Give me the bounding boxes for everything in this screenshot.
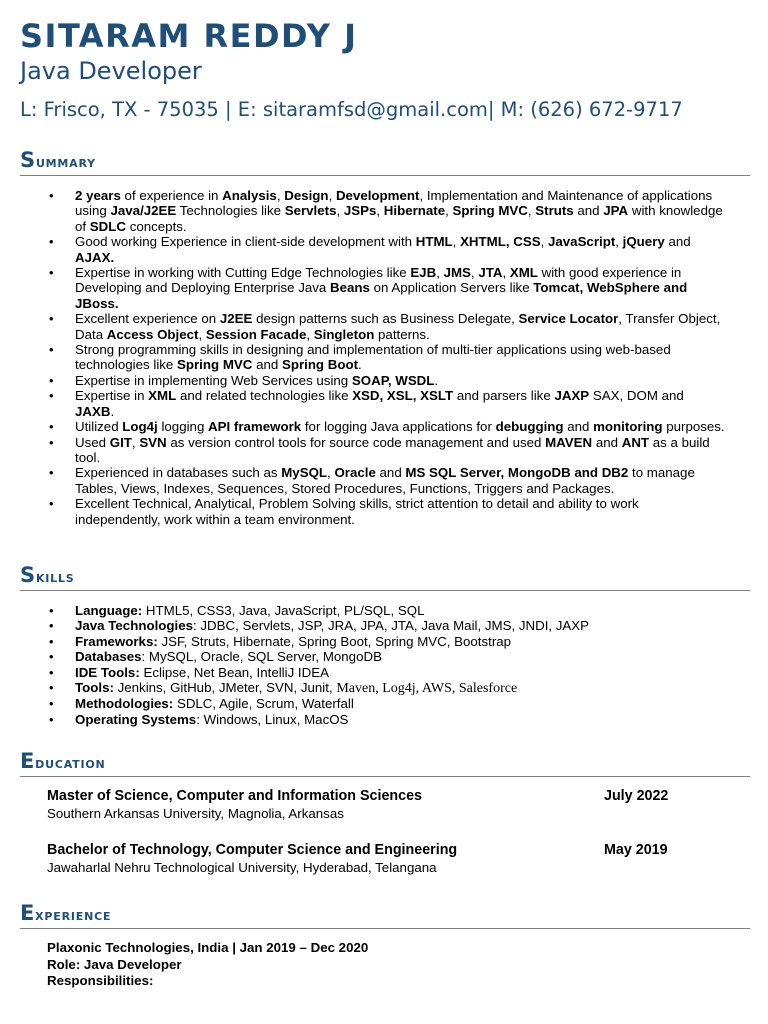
experience-entry: [47, 940, 368, 990]
bold-text: Java/J2EE: [110, 203, 177, 219]
text: Eclipse, Net Bean, IntelliJ IDEA: [139, 664, 329, 680]
bullet-icon: •: [49, 419, 54, 435]
text: Expertise in: [75, 388, 149, 404]
bold-text: jQuery: [622, 234, 665, 250]
experience-heading: [20, 901, 750, 929]
bold-text: JavaScript: [547, 234, 616, 250]
bold-text: XML: [148, 388, 177, 404]
bold-text: JAXP: [554, 388, 590, 404]
bold-text: IDE Tools:: [75, 664, 140, 680]
text: of experience in: [120, 188, 223, 203]
bullet-icon: •: [49, 465, 54, 481]
bold-text: Spring MVC: [177, 357, 253, 373]
bold-text: SDLC: [89, 218, 126, 234]
text: ,: [328, 188, 336, 203]
text: Experienced in databases such as: [75, 465, 282, 481]
bold-text: GIT: [109, 434, 132, 450]
text: and: [252, 357, 282, 373]
text: ,: [336, 203, 344, 219]
skills-heading-rest: kills: [35, 567, 75, 586]
text: ,: [470, 265, 479, 281]
text: as a build tool.: [75, 434, 710, 465]
text: and: [375, 465, 406, 481]
bullet-icon: •: [49, 234, 54, 250]
text: JSF, Struts, Hibernate, Spring Boot, Spring MVC, Bootstrap: [157, 633, 512, 649]
experience-heading-rest: xperience: [35, 905, 112, 924]
list-item: [49, 419, 725, 435]
bold-text: XSD, XSL, XSLT: [352, 388, 454, 404]
bullet-icon: •: [49, 664, 54, 680]
list-item: [49, 388, 725, 419]
summary-list: [49, 188, 725, 527]
text: , Implementation and Maintenance of applications using: [75, 188, 713, 219]
responsibilities-label: Responsibilities:: [47, 973, 154, 988]
bold-text: MAVEN: [545, 434, 593, 450]
text: and: [563, 419, 594, 435]
list-item: [49, 680, 725, 697]
text: ,: [615, 234, 623, 250]
bold-text: JTA: [478, 265, 503, 281]
text: with good experience in Developing and Deploying Enterprise Java: [75, 265, 682, 296]
text: and: [664, 234, 691, 250]
bold-text: Analysis: [222, 188, 277, 203]
bullet-icon: •: [49, 696, 54, 712]
bullet-icon: •: [49, 265, 54, 281]
bullet-icon: •: [49, 434, 54, 450]
bold-text: 2 years: [75, 188, 121, 203]
list-item: [49, 618, 725, 634]
text: .: [358, 357, 362, 373]
text: and: [592, 434, 622, 450]
bold-text: JPA: [603, 203, 629, 219]
text: ,: [540, 234, 548, 250]
text: : MySQL, Oracle, SQL Server, MongoDB: [141, 649, 382, 665]
education-heading: [20, 749, 750, 777]
list-item: [49, 265, 725, 311]
bold-text: SVN: [139, 434, 167, 450]
bold-text: Tomcat, WebSphere and JBoss.: [75, 280, 688, 311]
text: ,: [198, 326, 206, 342]
text: on Application Servers like: [369, 280, 534, 296]
list-item: [49, 696, 725, 712]
list-item: [49, 664, 725, 680]
text: concepts.: [126, 218, 187, 234]
contact-line: L: Frisco, TX - 75035 | E: sitaramfsd@gmail.com| M: (626) 672-9717: [20, 98, 683, 121]
education-heading-initial: E: [20, 749, 36, 773]
bold-text: monitoring: [593, 419, 663, 435]
bold-text: MS SQL Server, MongoDB and DB2: [405, 465, 629, 481]
text: ,: [131, 434, 140, 450]
degree-title: Bachelor of Technology, Computer Science and Engineering: [47, 842, 458, 858]
text: ,: [436, 265, 444, 281]
text: ,: [327, 465, 335, 481]
bold-text: ANT: [621, 434, 650, 450]
list-item: [49, 434, 725, 466]
summary-heading-rest: ummary: [35, 152, 96, 171]
bold-text: Singleton: [313, 326, 375, 342]
bold-text: JAXB: [75, 403, 111, 419]
text: to manage Tables, Views, Indexes, Sequences, Stored Procedures, Functions, Triggers and Packages.: [75, 465, 695, 496]
text: Expertise in working with Cutting Edge Technologies like: [75, 265, 411, 281]
bold-text: XHTML, CSS: [460, 234, 541, 250]
text: Utilized: [75, 419, 123, 435]
bullet-icon: •: [49, 188, 54, 203]
text: .: [110, 403, 115, 419]
bold-text: API framework: [208, 419, 302, 435]
text: patterns.: [374, 326, 430, 342]
text: ,: [306, 326, 314, 342]
bullet-icon: •: [49, 311, 54, 327]
bold-text: Hibernate: [383, 203, 446, 219]
candidate-name: SITARAM REDDY J: [20, 17, 358, 55]
education-entry-bachelors: [47, 841, 707, 877]
text: ,: [502, 265, 510, 281]
list-item: [49, 649, 725, 665]
bullet-icon: •: [49, 603, 54, 618]
bold-text: Language:: [75, 603, 143, 618]
company-line: Plaxonic Technologies, India | Jan 2019 – Dec 2020: [47, 940, 369, 955]
text: Technologies like: [176, 203, 285, 219]
text: logging: [157, 419, 209, 435]
bold-text: Access Object: [106, 326, 199, 342]
text: ,: [445, 203, 453, 219]
text: Maven, Log4j, AWS, Salesforce: [336, 681, 518, 697]
bold-text: Databases: [75, 649, 142, 665]
list-item: [49, 188, 725, 234]
job-title: Java Developer: [20, 57, 202, 85]
text: Excellent experience on: [75, 311, 220, 327]
bold-text: Design: [284, 188, 329, 203]
text: purposes.: [662, 419, 725, 435]
bullet-icon: •: [49, 388, 54, 404]
bold-text: Session Facade: [205, 326, 307, 342]
bullet-icon: •: [49, 649, 54, 665]
bold-text: AJAX.: [75, 249, 115, 265]
text: with knowledge of: [75, 203, 723, 234]
bold-text: Log4j: [122, 419, 158, 435]
list-item: [49, 234, 725, 265]
degree-date: May 2019: [604, 842, 668, 858]
text: and parsers like: [453, 388, 555, 404]
list-item: [49, 633, 725, 649]
bullet-icon: •: [49, 711, 54, 727]
text: Good working Experience in client-side development with: [75, 234, 416, 250]
bold-text: MySQL: [281, 465, 328, 481]
list-item: [49, 711, 725, 727]
summary-heading-initial: S: [20, 148, 36, 172]
education-entry-masters: [47, 787, 707, 823]
text: HTML5, CSS3, Java, JavaScript, PL/SQL, SQL: [142, 603, 425, 618]
bold-text: Service Locator: [518, 311, 619, 327]
text: .: [434, 372, 439, 388]
bullet-icon: •: [49, 496, 54, 512]
bullet-icon: •: [49, 633, 54, 649]
bold-text: Methodologies:: [75, 696, 174, 712]
text: Used: [75, 434, 110, 450]
text: SAX, DOM and: [589, 388, 684, 404]
bold-text: J2EE: [219, 311, 253, 327]
bold-text: Struts: [535, 203, 574, 219]
bold-text: SOAP, WSDL: [351, 372, 435, 388]
list-item: [49, 342, 725, 373]
text: ,: [452, 234, 461, 250]
text: Strong programming skills in designing and implementation of multi-tier applications using web-based technologies like: [75, 342, 671, 373]
bold-text: Operating Systems: [75, 711, 197, 727]
text: , Transfer Object, Data: [75, 311, 721, 342]
bold-text: Beans: [330, 280, 370, 296]
bullet-icon: •: [49, 680, 54, 696]
skills-heading: [20, 563, 750, 591]
bold-text: HTML: [415, 234, 453, 250]
summary-heading: [20, 148, 750, 176]
list-item: [49, 603, 725, 618]
text: ,: [527, 203, 536, 219]
text: and related technologies like: [176, 388, 353, 404]
bullet-icon: •: [49, 342, 54, 358]
text: design patterns such as Business Delegate,: [252, 311, 519, 327]
text: for logging Java applications for: [301, 419, 496, 435]
skills-heading-initial: S: [20, 563, 36, 587]
text: as version control tools for source code management and used: [166, 434, 546, 450]
list-item: [49, 311, 725, 342]
text: ,: [376, 203, 384, 219]
school-name: Southern Arkansas University, Magnolia, Arkansas: [47, 806, 344, 821]
list-item: [49, 465, 725, 496]
list-item: [49, 496, 725, 527]
text: ,: [276, 188, 285, 203]
bullet-icon: •: [49, 618, 54, 634]
skills-list: [49, 603, 725, 727]
text: and: [573, 203, 604, 219]
bold-text: Tools:: [75, 680, 114, 696]
education-heading-rest: ducation: [35, 753, 106, 772]
bold-text: JMS: [443, 265, 471, 281]
bold-text: Spring Boot: [281, 357, 359, 373]
school-name: Jawaharlal Nehru Technological University, Hyderabad, Telangana: [47, 860, 437, 875]
text: Excellent Technical, Analytical, Problem Solving skills, strict attention to detail and ability to work independently, work within a team environment.: [75, 496, 639, 527]
text: : JDBC, Servlets, JSP, JRA, JPA, JTA, Java Mail, JMS, JNDI, JAXP: [193, 618, 590, 634]
bold-text: Development: [335, 188, 420, 203]
bold-text: Oracle: [334, 465, 376, 481]
bold-text: Servlets: [284, 203, 337, 219]
bold-text: EJB: [410, 265, 437, 281]
bullet-icon: •: [49, 372, 54, 388]
text: Jenkins, GitHub, JMeter, SVN, Junit,: [113, 680, 337, 696]
bold-text: Frameworks:: [75, 633, 158, 649]
text: : Windows, Linux, MacOS: [196, 711, 349, 727]
bold-text: JSPs: [343, 203, 377, 219]
text: Expertise in implementing Web Services using: [75, 372, 352, 388]
text: SDLC, Agile, Scrum, Waterfall: [173, 696, 354, 712]
degree-title: Master of Science, Computer and Information Sciences: [47, 788, 422, 804]
experience-heading-initial: E: [20, 901, 36, 925]
bold-text: debugging: [495, 419, 564, 435]
bold-text: XML: [509, 265, 538, 281]
bold-text: Java Technologies: [75, 618, 193, 634]
degree-date: July 2022: [604, 788, 669, 804]
list-item: [49, 372, 725, 388]
role-line: Role: Java Developer: [47, 956, 182, 972]
bold-text: Spring MVC: [452, 203, 528, 219]
